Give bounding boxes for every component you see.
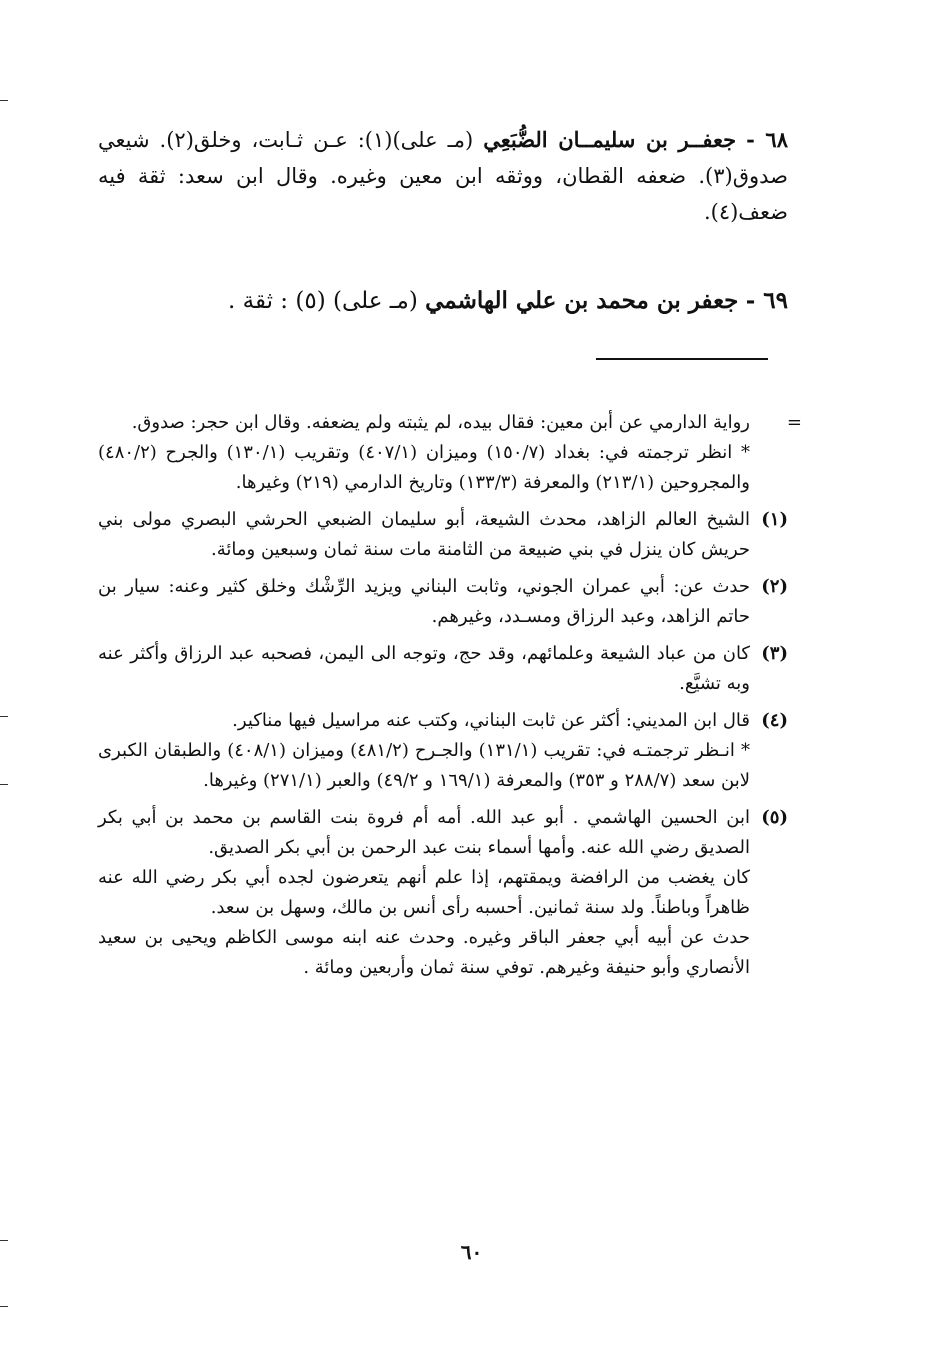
entry-name: جعفر بن محمد بن علي الهاشمي [425,287,739,314]
footnote-mark: (٢) [761,576,788,597]
footnote-divider [596,358,768,360]
footnote-mark: = [786,412,802,433]
footnote-paragraph: كان يغضب من الرافضة ويمقتهم، إذا علم أنهم يتعرضون لجده أبي بكر رضي الله عنه ظاهراً وباطناً. ولد سنة ثمانين. أحسبه رأى أنس بن مالك، وسهل بن سعد. [98,867,750,918]
scan-edge-mark [0,100,8,101]
page-number: ٦٠ [460,1240,483,1264]
scan-edge-mark [0,784,8,785]
entry-text: (مـ على)(١): عـن ثـابت، وخلق(٢). شيعي صدوق(٣). ضعفه القطان، ووثقه ابن معين وغيره. وقال ابن سعد: ثقة فيه ضعف(٤). [98,128,788,224]
entry-68 [98,122,788,230]
footnotes [98,408,802,990]
footnote-3 [98,639,788,699]
footnote-2 [98,572,788,632]
footnote-paragraph: قال ابن المديني: أكثر عن ثابت البناني، وكتب عنه مراسيل فيها مناكير. [232,710,750,731]
scan-edge-mark [0,716,8,717]
entry-name: جعفــر بن سليمــان الضُّبَعِي [483,127,737,152]
footnote-4 [98,706,788,796]
footnote-paragraph: ابن الحسين الهاشمي . أبو عبد الله. أمه أم فروة بنت القاسم بن محمد بن أبي بكر الصديق رضي الله عنه. وأمها أسماء بنت عبد الرحمن بن أبي بكر الصديق. [98,807,750,858]
footnote-paragraph: كان من عباد الشيعة وعلمائهم، وقد حج، وتوجه الى اليمن، فصحبه عبد الرزاق وأكثر عنه وبه تشيَّع. [98,643,750,694]
footnote-continuation [98,408,802,498]
entry-69 [98,283,788,319]
footnote-paragraph: حدث عن: أبي عمران الجوني، وثابت البناني ويزيد الرِّشْك وخلق كثير وعنه: سيار بن حاتم الزاهد، وعبد الرزاق ومسـدد، وغيرهم. [98,576,750,627]
footnote-paragraph: حدث عن أبيه أبي جعفر الباقر وغيره. وحدث عنه ابنه موسى الكاظم ويحيى بن سعيد الأنصاري وأبو حنيفة وغيرهم. توفي سنة ثمان وأربعين ومائة . [98,927,750,978]
footnote-paragraph: * انـظر ترجمتـه في: تقريب (١٣١/١) والجـرح (٤٨١/٢) وميزان (٤٠٨/١) والطبقان الكبرى لابن سعد (٢٨٨/٧ و ٣٥٣) والمعرفة (١٦٩/١ و ٤٩/٢) والعبر (٢٧١/١) وغيرها. [98,740,750,791]
footnote-mark: (١) [761,509,788,530]
footnote-mark: (٥) [761,807,788,828]
footnote-paragraph: رواية الدارمي عن أبن معين: فقال بيده، لم يثبته ولم يضعفه. وقال ابن حجر: صدوق. [131,412,750,433]
footnote-5 [98,803,788,983]
entry-text: (مـ على) (٥) : ثقة . [227,288,418,314]
footnote-mark: (٣) [761,643,788,664]
entry-number: ٦٨ - [746,127,788,152]
footnote-paragraph: الشيخ العالم الزاهد، محدث الشيعة، أبو سليمان الضبعي الحرشي البصري مولى بني حريش كان ينزل في بني ضبيعة من الثامنة مات سنة ثمان وسبعين ومائة. [98,509,750,560]
footnote-mark: (٤) [761,710,788,731]
footnote-paragraph: * انظر ترجمته في: بغداد (١٥٠/٧) وميزان (٤٠٧/١) وتقريب (١٣٠/١) والجرح (٤٨٠/٢) والمجروحين (٢١٣/١) والمعرفة (١٣٣/٣) وتاريخ الدارمي (٢١٩) وغيرها. [98,442,751,493]
scan-edge-mark [0,1306,8,1307]
footnote-1 [98,505,788,565]
entry-number: ٦٩ - [745,287,788,314]
